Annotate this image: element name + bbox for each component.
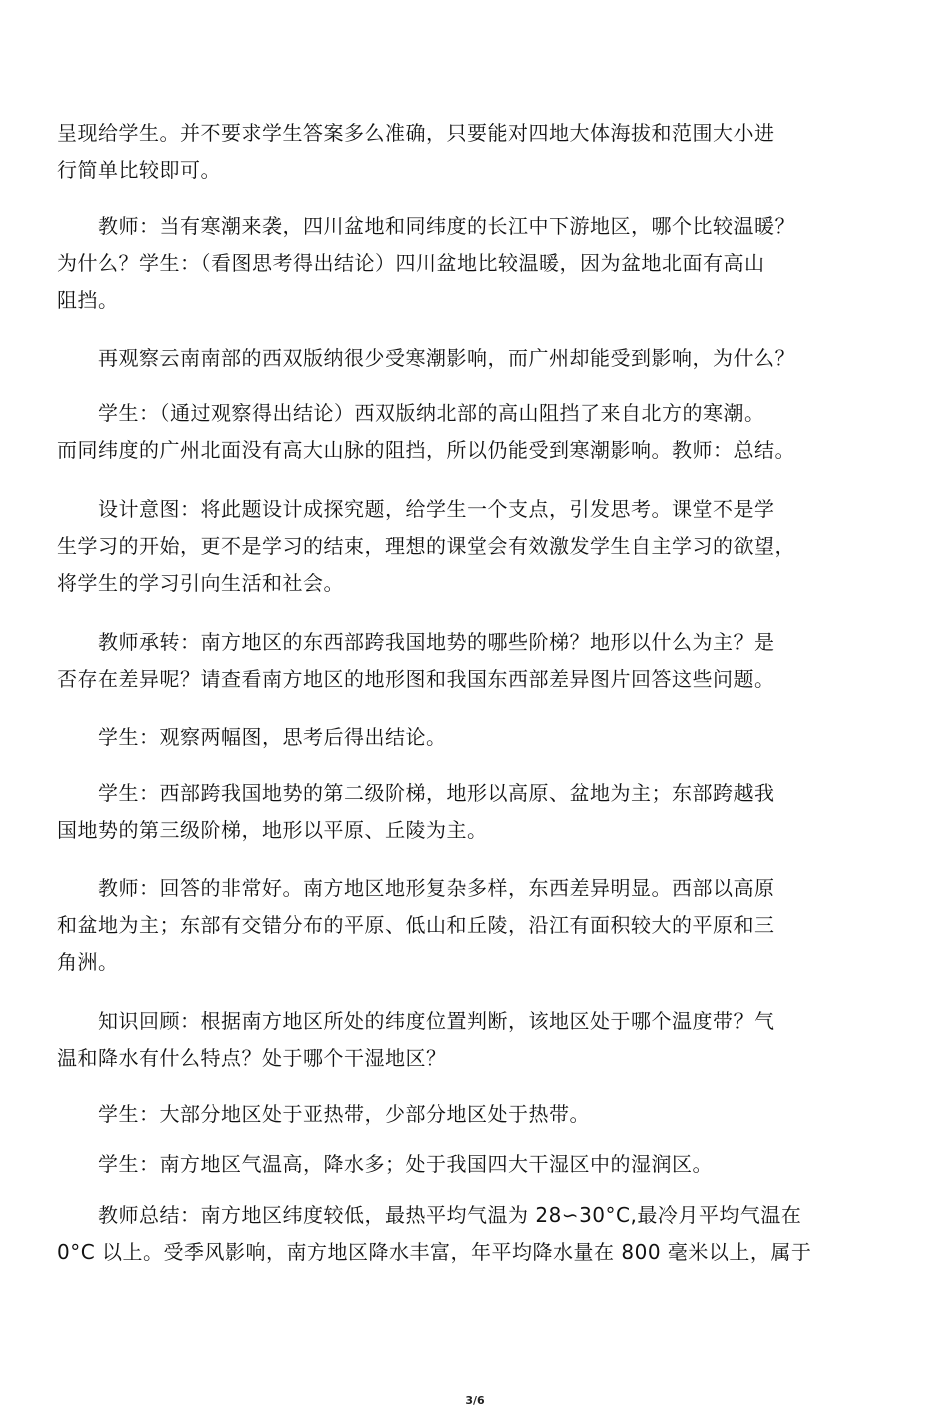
text-line: 阻挡。 [57, 288, 119, 312]
text-line: 呈现给学生。并不要求学生答案多么准确，只要能对四地大体海拔和范围大小进 [57, 121, 775, 145]
text-line: 教师：当有寒潮来袭，四川盆地和同纬度的长江中下游地区，哪个比较温暖？ [57, 214, 795, 238]
paragraph [57, 208, 897, 319]
paragraph [57, 624, 897, 698]
paragraph [57, 1096, 897, 1133]
text-line: 角洲。 [57, 950, 119, 974]
text-line: 设计意图：将此题设计成探究题，给学生一个支点，引发思考。课堂不是学 [57, 497, 775, 521]
text-line: 为什么？学生：（看图思考得出结论）四川盆地比较温暖，因为盆地北面有高山 [57, 251, 765, 275]
paragraph [57, 1146, 897, 1183]
text-line: 生学习的开始，更不是学习的结束，理想的课堂会有效激发学生自主学习的欲望， [57, 534, 795, 558]
text-line: 学生：（通过观察得出结论）西双版纳北部的高山阻挡了来自北方的寒潮。 [57, 401, 765, 425]
paragraph [57, 870, 897, 981]
text-line: 温和降水有什么特点？处于哪个干湿地区？ [57, 1046, 447, 1070]
paragraph [57, 1003, 897, 1077]
page-number: 3/6 [465, 1394, 485, 1407]
paragraph [57, 775, 897, 849]
text-line: 学生：大部分地区处于亚热带，少部分地区处于热带。 [57, 1102, 590, 1126]
paragraph [57, 1197, 897, 1271]
paragraph [57, 340, 897, 377]
text-line: 再观察云南南部的西双版纳很少受寒潮影响，而广州却能受到影响，为什么？ [57, 346, 795, 370]
text-line: 行简单比较即可。 [57, 158, 221, 182]
text-line: 将学生的学习引向生活和社会。 [57, 571, 344, 595]
text-line: 知识回顾：根据南方地区所处的纬度位置判断，该地区处于哪个温度带？气 [57, 1009, 775, 1033]
text-line: 否存在差异呢？请查看南方地区的地形图和我国东西部差异图片回答这些问题。 [57, 667, 775, 691]
text-line: 教师承转：南方地区的东西部跨我国地势的哪些阶梯？地形以什么为主？是 [57, 630, 775, 654]
paragraph [57, 719, 897, 756]
paragraph [57, 395, 897, 469]
text-line: 教师：回答的非常好。南方地区地形复杂多样，东西差异明显。西部以高原 [57, 876, 775, 900]
text-line: 学生：南方地区气温高，降水多；处于我国四大干湿区中的湿润区。 [57, 1152, 713, 1176]
text-line: 和盆地为主；东部有交错分布的平原、低山和丘陵，沿江有面积较大的平原和三 [57, 913, 775, 937]
text-line: 而同纬度的广州北面没有高大山脉的阻挡，所以仍能受到寒潮影响。教师：总结。 [57, 438, 795, 462]
paragraph [57, 115, 897, 189]
text-line: 教师总结：南方地区纬度较低，最热平均气温为 28∽30°C,最冷月平均气温在 [57, 1203, 802, 1227]
text-line: 学生：西部跨我国地势的第二级阶梯，地形以高原、盆地为主；东部跨越我 [57, 781, 775, 805]
text-line: 学生：观察两幅图，思考后得出结论。 [57, 725, 447, 749]
text-line: 0°C 以上。受季风影响，南方地区降水丰富，年平均降水量在 800 毫米以上，属于 [57, 1240, 812, 1264]
paragraph [57, 491, 897, 602]
text-line: 国地势的第三级阶梯，地形以平原、丘陵为主。 [57, 818, 488, 842]
